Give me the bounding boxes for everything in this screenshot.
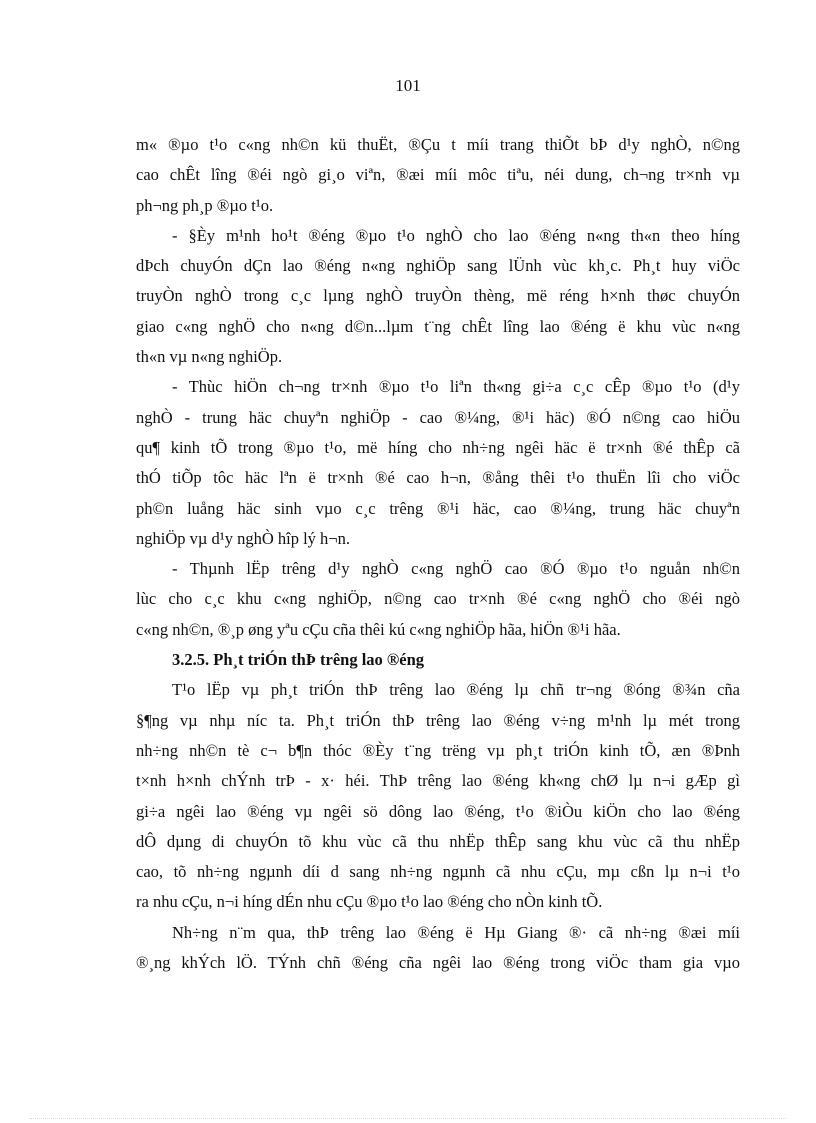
text-line: - Thµnh lËp trêng d¹y nghÒ c«ng nghÖ cao ®Ó ®µo t¹o nguån nh©n bbox=[172, 559, 740, 579]
text-line: th«n vµ n«ng nghiÖp. bbox=[136, 347, 283, 367]
text-line: thÓ tiÕp tôc häc lªn ë tr×nh ®é cao h¬n, ®ång thêi t¹o thuËn lîi cho viÖc bbox=[136, 468, 740, 488]
body-text bbox=[136, 130, 740, 978]
text-line: t×nh h×nh chÝnh trÞ - x· héi. ThÞ trêng lao ®éng kh«ng chØ lµ n¬i gÆp gì bbox=[136, 771, 740, 791]
text-line: ®¸ng khÝch lÖ. TÝnh chñ ®éng cña ngêi lao ®éng trong viÖc tham gia vµo bbox=[136, 953, 740, 973]
text-line: dÔ dµng di chuyÓn tõ khu vùc cã thu nhËp thÊp sang khu vùc cã thu nhËp bbox=[136, 831, 740, 851]
text-line: - Thùc hiÖn ch¬ng tr×nh ®µo t¹o liªn th«ng gi÷a c¸c cÊp ®µo t¹o (d¹y bbox=[172, 377, 740, 397]
text-line: nghÒ - trung häc chuyªn nghiÖp - cao ®¼ng, ®¹i häc) ®Ó n©ng cao hiÖu bbox=[136, 407, 740, 427]
text-line: lùc cho c¸c khu c«ng nghiÖp, n©ng cao tr×nh ®é c«ng nghÖ cho ®éi ngò bbox=[136, 589, 740, 609]
text-line: dÞch chuyÓn dÇn lao ®éng n«ng nghiÖp sang lÜnh vùc kh¸c. Ph¸t huy viÖc bbox=[136, 256, 740, 276]
text-line: ph¬ng ph¸p ®µo t¹o. bbox=[136, 195, 274, 215]
text-line: nh÷ng nh©n tè c¬ b¶n thóc ®Èy t¨ng trëng vµ ph¸t triÓn kinh tÕ, æn ®Þnh bbox=[136, 740, 740, 760]
text-line: - §Èy m¹nh ho¹t ®éng ®µo t¹o nghÒ cho lao ®éng n«ng th«n theo híng bbox=[172, 225, 740, 245]
page-number: 101 bbox=[395, 76, 421, 95]
text-line: nghiÖp vµ d¹y nghÒ hîp lý h¬n. bbox=[136, 528, 350, 548]
text-line: qu¶ kinh tÕ trong ®µo t¹o, më híng cho nh÷ng ngêi häc ë tr×nh ®é thÊp cã bbox=[136, 437, 740, 457]
text-line: cao, tõ nh÷ng ngµnh díi d sang nh÷ng ngµnh cã nhu cÇu, mµ cßn lµ n¬i t¹o bbox=[136, 862, 740, 882]
text-line: m« ®µo t¹o c«ng nh©n kü thuËt, ®Çu t míi trang thiÕt bÞ d¹y nghÒ, n©ng bbox=[136, 135, 740, 154]
text-line: T¹o lËp vµ ph¸t triÓn thÞ trêng lao ®éng lµ chñ tr¬ng ®óng ®¾n cña bbox=[172, 680, 740, 700]
text-line: c«ng nh©n, ®¸p øng yªu cÇu cña thêi kú c«ng nghiÖp hãa, hiÖn ®¹i hãa. bbox=[136, 619, 621, 639]
page-bottom-rule bbox=[30, 1118, 786, 1119]
text-line: gi÷a ngêi lao ®éng vµ ngêi sö dông lao ®éng, t¹o ®iÒu kiÖn cho lao ®éng bbox=[136, 801, 740, 821]
text-line: ra nhu cÇu, n¬i híng dÉn nhu cÇu ®µo t¹o lao ®éng cho nÒn kinh tÕ. bbox=[136, 892, 603, 912]
text-line: §¶ng vµ nhµ níc ta. Ph¸t triÓn thÞ trêng lao ®éng v÷ng m¹nh lµ mét trong bbox=[136, 710, 740, 730]
text-line: Nh÷ng n¨m qua, thÞ trêng lao ®éng ë Hµ Giang ®· cã nh÷ng ®æi míi bbox=[172, 922, 740, 942]
text-line: giao c«ng nghÖ cho n«ng d©n...lµm t¨ng chÊt lîng lao ®éng ë khu vùc n«ng bbox=[136, 316, 740, 336]
text-line: ph©n luång häc sinh vµo c¸c trêng ®¹i häc, cao ®¼ng, trung häc chuyªn bbox=[136, 498, 740, 518]
text-line: truyÒn nghÒ trong c¸c lµng nghÒ truyÒn thèng, më réng h×nh thøc chuyÓn bbox=[136, 286, 740, 306]
section-heading: 3.2.5. Ph¸t triÓn thÞ trêng lao ®éng bbox=[172, 650, 425, 670]
text-line: cao chÊt lîng ®éi ngò gi¸o viªn, ®æi míi môc tiªu, néi dung, ch¬ng tr×nh vµ bbox=[136, 165, 740, 185]
